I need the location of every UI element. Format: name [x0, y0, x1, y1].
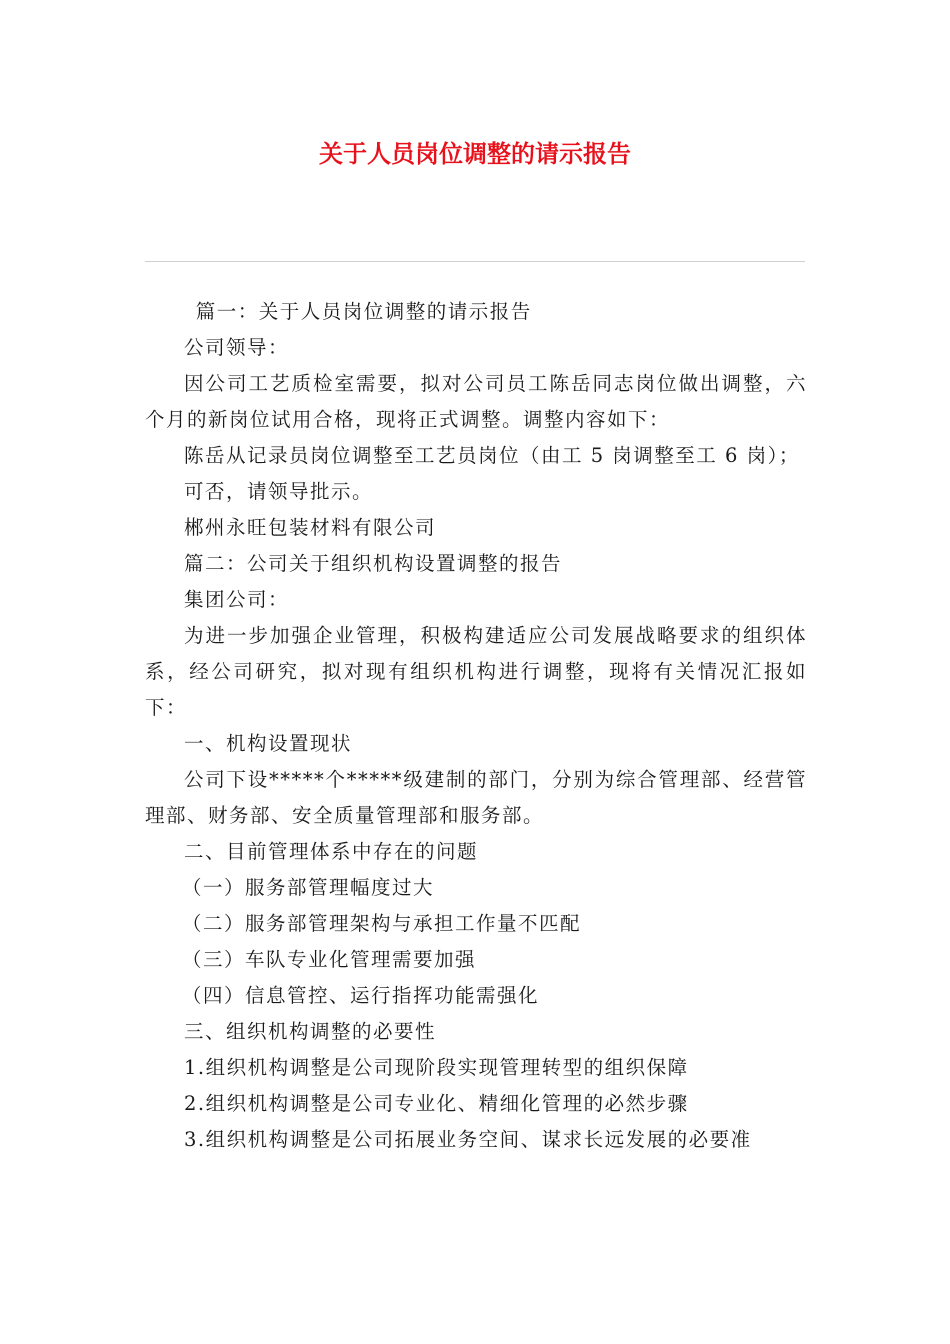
list-item: （二）服务部管理架构与承担工作量不匹配 — [182, 912, 582, 935]
salutation-2: 集团公司： — [184, 588, 290, 611]
subheading: 三、组织机构调整的必要性 — [184, 1020, 437, 1043]
paragraph: 陈岳从记录员岗位调整至工艺员岗位（由工 5 岗调整至工 6 岗）； — [184, 444, 800, 467]
subheading: 一、机构设置现状 — [184, 732, 353, 755]
company-signature: 郴州永旺包装材料有限公司 — [184, 516, 437, 539]
title-divider — [145, 261, 805, 262]
list-item: 2.组织机构调整是公司专业化、精细化管理的必然步骤 — [184, 1092, 689, 1115]
salutation-1: 公司领导： — [184, 336, 290, 359]
section-heading-2: 篇二：公司关于组织机构设置调整的报告 — [184, 552, 563, 575]
list-item: 1.组织机构调整是公司现阶段实现管理转型的组织保障 — [184, 1056, 689, 1079]
list-item: （四）信息管控、运行指挥功能需强化 — [182, 984, 540, 1007]
list-item: （三）车队专业化管理需要加强 — [182, 948, 477, 971]
list-item: （一）服务部管理幅度过大 — [182, 876, 435, 899]
subheading: 二、目前管理体系中存在的问题 — [184, 840, 479, 863]
section-heading-1: 篇一：关于人员岗位调整的请示报告 — [195, 300, 532, 323]
paragraph: 公司下设*****个*****级建制的部门，分别为综合管理部、经营管理部、财务部、安全质量管理部和服务部。 — [145, 768, 807, 827]
list-item: 3.组织机构调整是公司拓展业务空间、谋求长远发展的必要准 — [184, 1128, 752, 1151]
paragraph: 因公司工艺质检室需要，拟对公司员工陈岳同志岗位做出调整，六个月的新岗位试用合格，现将正式调整。调整内容如下： — [145, 372, 807, 431]
document-title: 关于人员岗位调整的请示报告 — [319, 140, 631, 168]
document-body — [145, 294, 807, 1158]
paragraph: 可否，请领导批示。 — [184, 480, 374, 503]
paragraph: 为进一步加强企业管理，积极构建适应公司发展战略要求的组织体系，经公司研究，拟对现有组织机构进行调整，现将有关情况汇报如下： — [145, 624, 807, 719]
